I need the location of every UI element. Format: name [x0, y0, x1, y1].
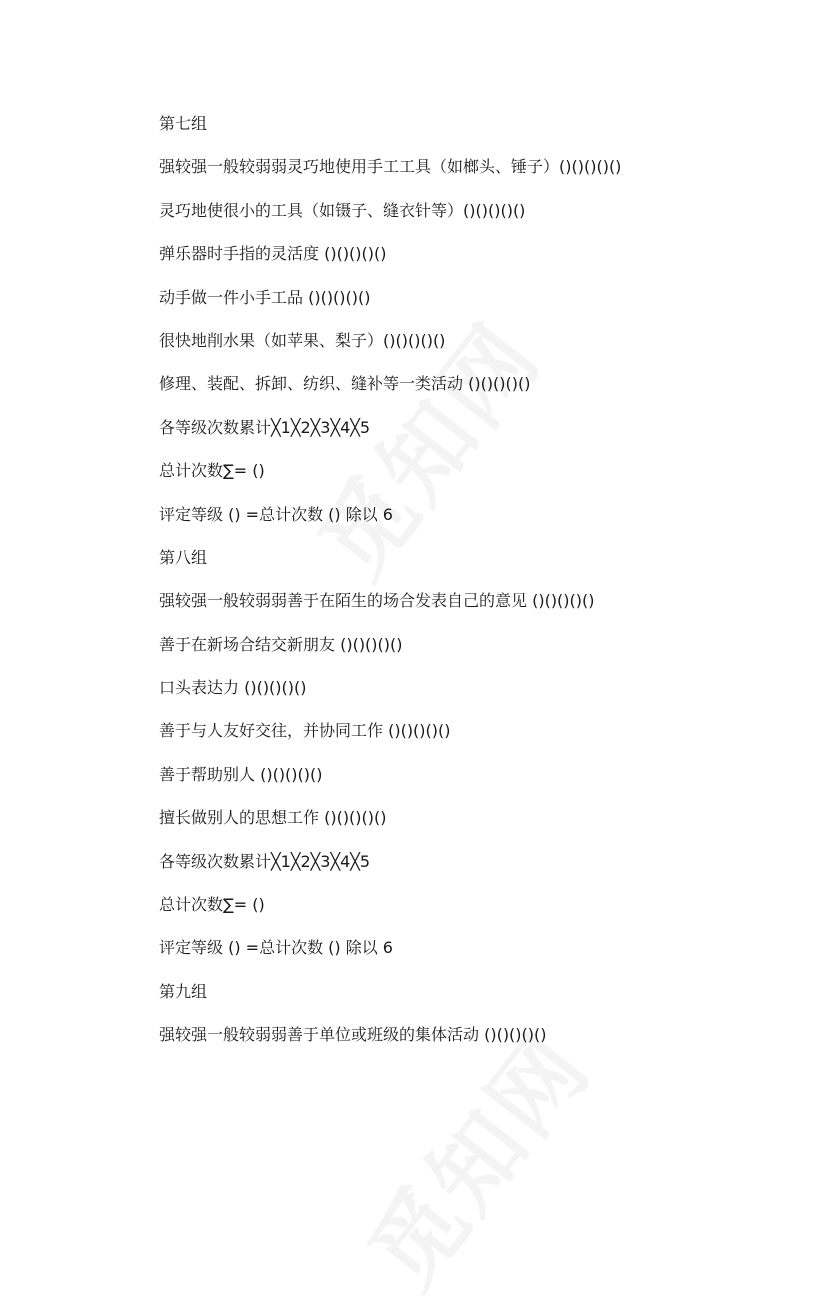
survey-item: 强较强一般较弱弱善于在陌生的场合发表自己的意见 ()()()()() [159, 591, 595, 611]
rating-line: 评定等级 () =总计次数 () 除以 6 [159, 504, 393, 524]
survey-item: 擅长做别人的思想工作 ()()()()() [159, 808, 387, 828]
document-body [159, 108, 779, 1063]
survey-item: 善于帮助别人 ()()()()() [159, 764, 323, 784]
survey-item: 强较强一般较弱弱善于单位或班级的集体活动 ()()()()() [159, 1025, 547, 1045]
survey-item: 强较强一般较弱弱灵巧地使用手工工具（如榔头、锤子）()()()()() [159, 157, 622, 177]
tally-line: 各等级次数累计╳1╳2╳3╳4╳5 [159, 851, 371, 871]
survey-item: 灵巧地使很小的工具（如镊子、缝衣针等）()()()()() [159, 200, 526, 220]
survey-item: 口头表达力 ()()()()() [159, 678, 307, 698]
survey-item: 善于与人友好交往，并协同工作 ()()()()() [159, 721, 451, 741]
survey-item: 很快地削水果（如苹果、梨子）()()()()() [159, 330, 446, 350]
total-line: 总计次数∑= () [159, 461, 265, 481]
survey-item: 修理、装配、拆卸、纺织、缝补等一类活动 ()()()()() [159, 374, 531, 394]
survey-item: 弹乐器时手指的灵活度 ()()()()() [159, 244, 387, 264]
total-line: 总计次数∑= () [159, 895, 265, 915]
tally-line: 各等级次数累计╳1╳2╳3╳4╳5 [159, 417, 371, 437]
survey-item: 善于在新场合结交新朋友 ()()()()() [159, 634, 403, 654]
survey-item: 动手做一件小手工品 ()()()()() [159, 287, 371, 307]
group-heading: 第七组 [159, 114, 208, 133]
group-heading: 第九组 [159, 981, 208, 1001]
rating-line: 评定等级 () =总计次数 () 除以 6 [159, 938, 393, 958]
group-heading: 第八组 [159, 547, 208, 567]
